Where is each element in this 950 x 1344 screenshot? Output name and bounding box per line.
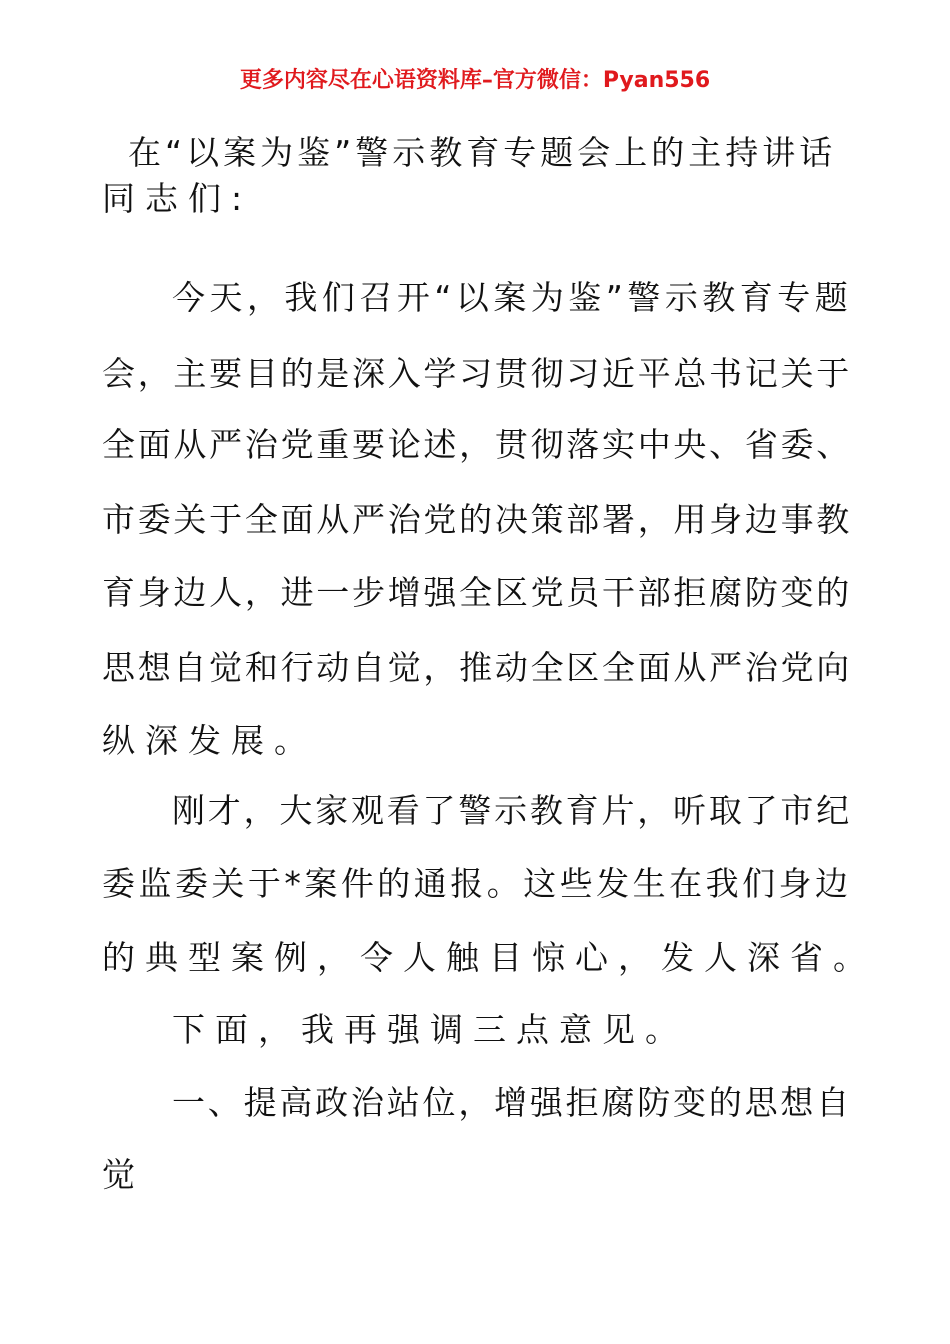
paragraph-line: 会，主要目的是深入学习贯彻习近平总书记关于	[102, 354, 852, 393]
paragraph-line: 纵深发展。	[102, 721, 317, 760]
section-heading-line: 一、提高政治站位，增强拒腐防变的思想自	[172, 1083, 852, 1122]
paragraph-line: 全面从严治党重要论述，贯彻落实中央、省委、	[102, 425, 852, 464]
paragraph-line: 下面，我再强调三点意见。	[172, 1010, 688, 1049]
paragraph-line: 思想自觉和行动自觉，推动全区全面从严治党向	[102, 648, 852, 687]
paragraph-line: 育身边人，进一步增强全区党员干部拒腐防变的	[102, 573, 852, 612]
salutation-line: 同志们:	[102, 179, 253, 218]
document-title: 在“以案为鉴”警示教育专题会上的主持讲话	[128, 133, 837, 172]
paragraph-line: 今天，我们召开“以案为鉴”警示教育专题	[172, 278, 853, 317]
paragraph-line: 委监委关于*案件的通报。这些发生在我们身边	[102, 864, 852, 903]
section-heading-line: 觉	[102, 1155, 145, 1194]
header-banner: 更多内容尽在心语资料库–官方微信：Pyan556	[239, 68, 711, 93]
paragraph-line: 市委关于全面从严治党的决策部署，用身边事教	[102, 500, 852, 539]
paragraph-line: 刚才，大家观看了警示教育片，听取了市纪	[172, 791, 852, 830]
paragraph-line: 的典型案例，令人触目惊心，发人深省。	[102, 938, 876, 977]
